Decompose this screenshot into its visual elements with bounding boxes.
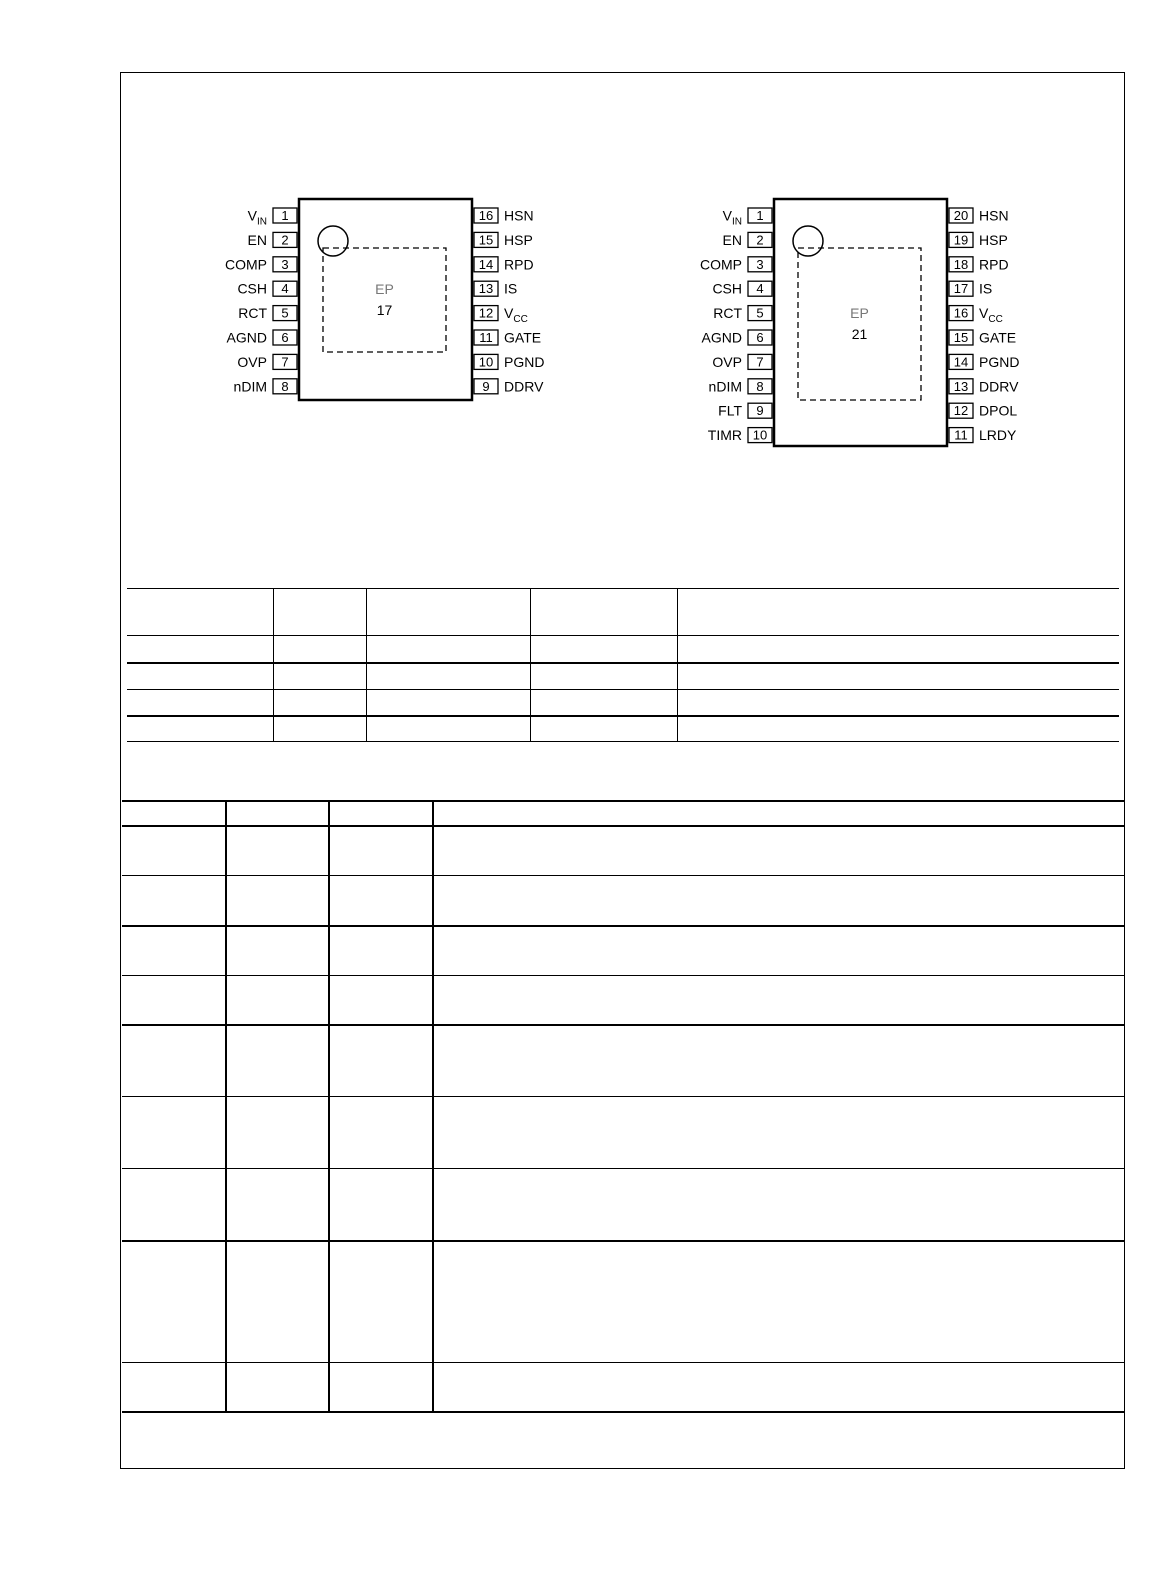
pin-number: 4 xyxy=(756,281,764,297)
package-16-pin-diagram xyxy=(215,190,555,410)
table2-row-rule xyxy=(122,1240,1124,1242)
table2-top-rule xyxy=(122,800,1124,802)
pin-name-label: DDRV xyxy=(979,378,1019,395)
pin-number: 14 xyxy=(953,354,969,370)
table1-col-divider xyxy=(677,588,678,741)
exposed-pad-number: 17 xyxy=(376,302,393,318)
table1-col-divider xyxy=(366,588,367,741)
pin-number: 12 xyxy=(953,403,969,419)
table1-row-rule xyxy=(127,662,1119,664)
pin-number: 6 xyxy=(756,330,764,345)
pin-number: 11 xyxy=(479,330,493,345)
table2-col-divider xyxy=(432,800,434,1412)
pin-name-label: nDIM xyxy=(708,378,742,395)
pin-name-label: HSP xyxy=(979,231,1008,248)
pin-name-label: RCT xyxy=(238,305,267,322)
pin-number: 8 xyxy=(756,378,764,394)
exposed-pad-label: EP xyxy=(850,305,869,321)
pin-name-label: OVP xyxy=(712,353,742,370)
pin-name-label: COMP xyxy=(700,256,742,273)
pin-name-label: $V_{CC}$ xyxy=(504,305,528,326)
pin-number: 20 xyxy=(953,208,969,223)
pin-name-label: HSP xyxy=(504,231,533,248)
table2-bottom-rule xyxy=(122,1411,1124,1413)
pin-name-label: $V_{IN}$ xyxy=(247,207,267,228)
pin-number: 2 xyxy=(281,232,289,248)
pin-number: 8 xyxy=(281,378,289,394)
table2-header-rule xyxy=(122,825,1124,827)
pin-name-label: AGND xyxy=(226,329,267,346)
pin-name-label: FLT xyxy=(718,402,742,419)
pin-name-label: nDIM xyxy=(233,378,267,395)
pin-number: 11 xyxy=(954,427,968,443)
pin-number: 10 xyxy=(752,427,768,443)
pin-number: 5 xyxy=(756,305,764,321)
pin-number: 1 xyxy=(756,208,764,223)
pin-number: 4 xyxy=(281,281,289,297)
pin-name-label: OVP xyxy=(237,353,267,370)
pin-name-label: AGND xyxy=(701,329,742,346)
table1-col-divider xyxy=(273,588,274,741)
pin-number: 9 xyxy=(756,403,764,419)
pin-name-label: EN xyxy=(722,231,742,248)
pin-name-label: EN xyxy=(247,231,267,248)
pin-name-label: IS xyxy=(504,280,518,297)
pin-number: 16 xyxy=(953,305,969,321)
pin-name-label: CSH xyxy=(712,280,742,297)
pin-number: 18 xyxy=(953,256,969,272)
pin-name-label: TIMR xyxy=(707,427,742,444)
pin-number: 6 xyxy=(281,330,289,345)
table2-row-rule xyxy=(122,975,1124,976)
pin-name-label: HSN xyxy=(504,207,534,224)
pin-name-label: GATE xyxy=(979,329,1017,346)
table2-row-rule xyxy=(122,925,1124,927)
pin-number: 3 xyxy=(281,256,289,272)
pin-name-label: RCT xyxy=(713,305,742,322)
table2-col-divider xyxy=(328,800,330,1412)
pin-name-label: HSN xyxy=(979,207,1009,224)
pin-number: 5 xyxy=(281,305,289,321)
exposed-pad-number: 21 xyxy=(851,326,868,342)
pin-number: 16 xyxy=(478,208,494,223)
pin-number: 7 xyxy=(756,354,764,370)
pin-number: 3 xyxy=(756,256,764,272)
table1-row-rule xyxy=(127,689,1119,690)
pin-name-label: DPOL xyxy=(979,402,1018,419)
pin-number: 17 xyxy=(953,281,969,297)
table1-row-rule xyxy=(127,715,1119,717)
pin-number: 15 xyxy=(953,330,969,345)
pin-name-label: PGND xyxy=(979,353,1020,370)
table2-row-rule xyxy=(122,1168,1124,1169)
pin-name-label: GATE xyxy=(504,329,542,346)
pin-number: 19 xyxy=(953,232,969,248)
table2-row-rule xyxy=(122,1096,1124,1097)
exposed-pad-label: EP xyxy=(375,281,394,297)
pin-number: 12 xyxy=(478,305,494,321)
pin-name-label: CSH xyxy=(237,280,267,297)
pin1-marker-dot xyxy=(793,226,823,256)
table2-row-rule xyxy=(122,1362,1124,1363)
pin-name-label: $V_{IN}$ xyxy=(722,207,742,228)
table1-col-divider xyxy=(530,588,531,741)
pin-number: 9 xyxy=(482,378,490,394)
pin-number: 13 xyxy=(953,378,969,394)
pin-name-label: RPD xyxy=(979,256,1009,273)
pin-name-label: $V_{CC}$ xyxy=(979,305,1003,326)
table1-top-rule xyxy=(127,588,1119,589)
pin-number: 15 xyxy=(478,232,494,248)
pin-name-label: PGND xyxy=(504,353,545,370)
pin-name-label: IS xyxy=(979,280,993,297)
pin-number: 1 xyxy=(281,208,289,223)
pin-name-label: COMP xyxy=(225,256,267,273)
pin-number: 10 xyxy=(478,354,494,370)
pin-number: 2 xyxy=(756,232,764,248)
pin-name-label: DDRV xyxy=(504,378,544,395)
pin-name-label: RPD xyxy=(504,256,534,273)
table1-header-rule xyxy=(127,635,1119,636)
table2-col-divider xyxy=(225,800,227,1412)
pin-number: 13 xyxy=(478,281,494,297)
pin-number: 14 xyxy=(478,256,494,272)
package-20-pin-diagram xyxy=(690,190,1030,455)
table2-row-rule xyxy=(122,1024,1124,1026)
pin-number: 7 xyxy=(281,354,289,370)
table1-bottom-rule xyxy=(127,741,1119,742)
table2-row-rule xyxy=(122,875,1124,876)
pin-name-label: LRDY xyxy=(979,427,1017,444)
